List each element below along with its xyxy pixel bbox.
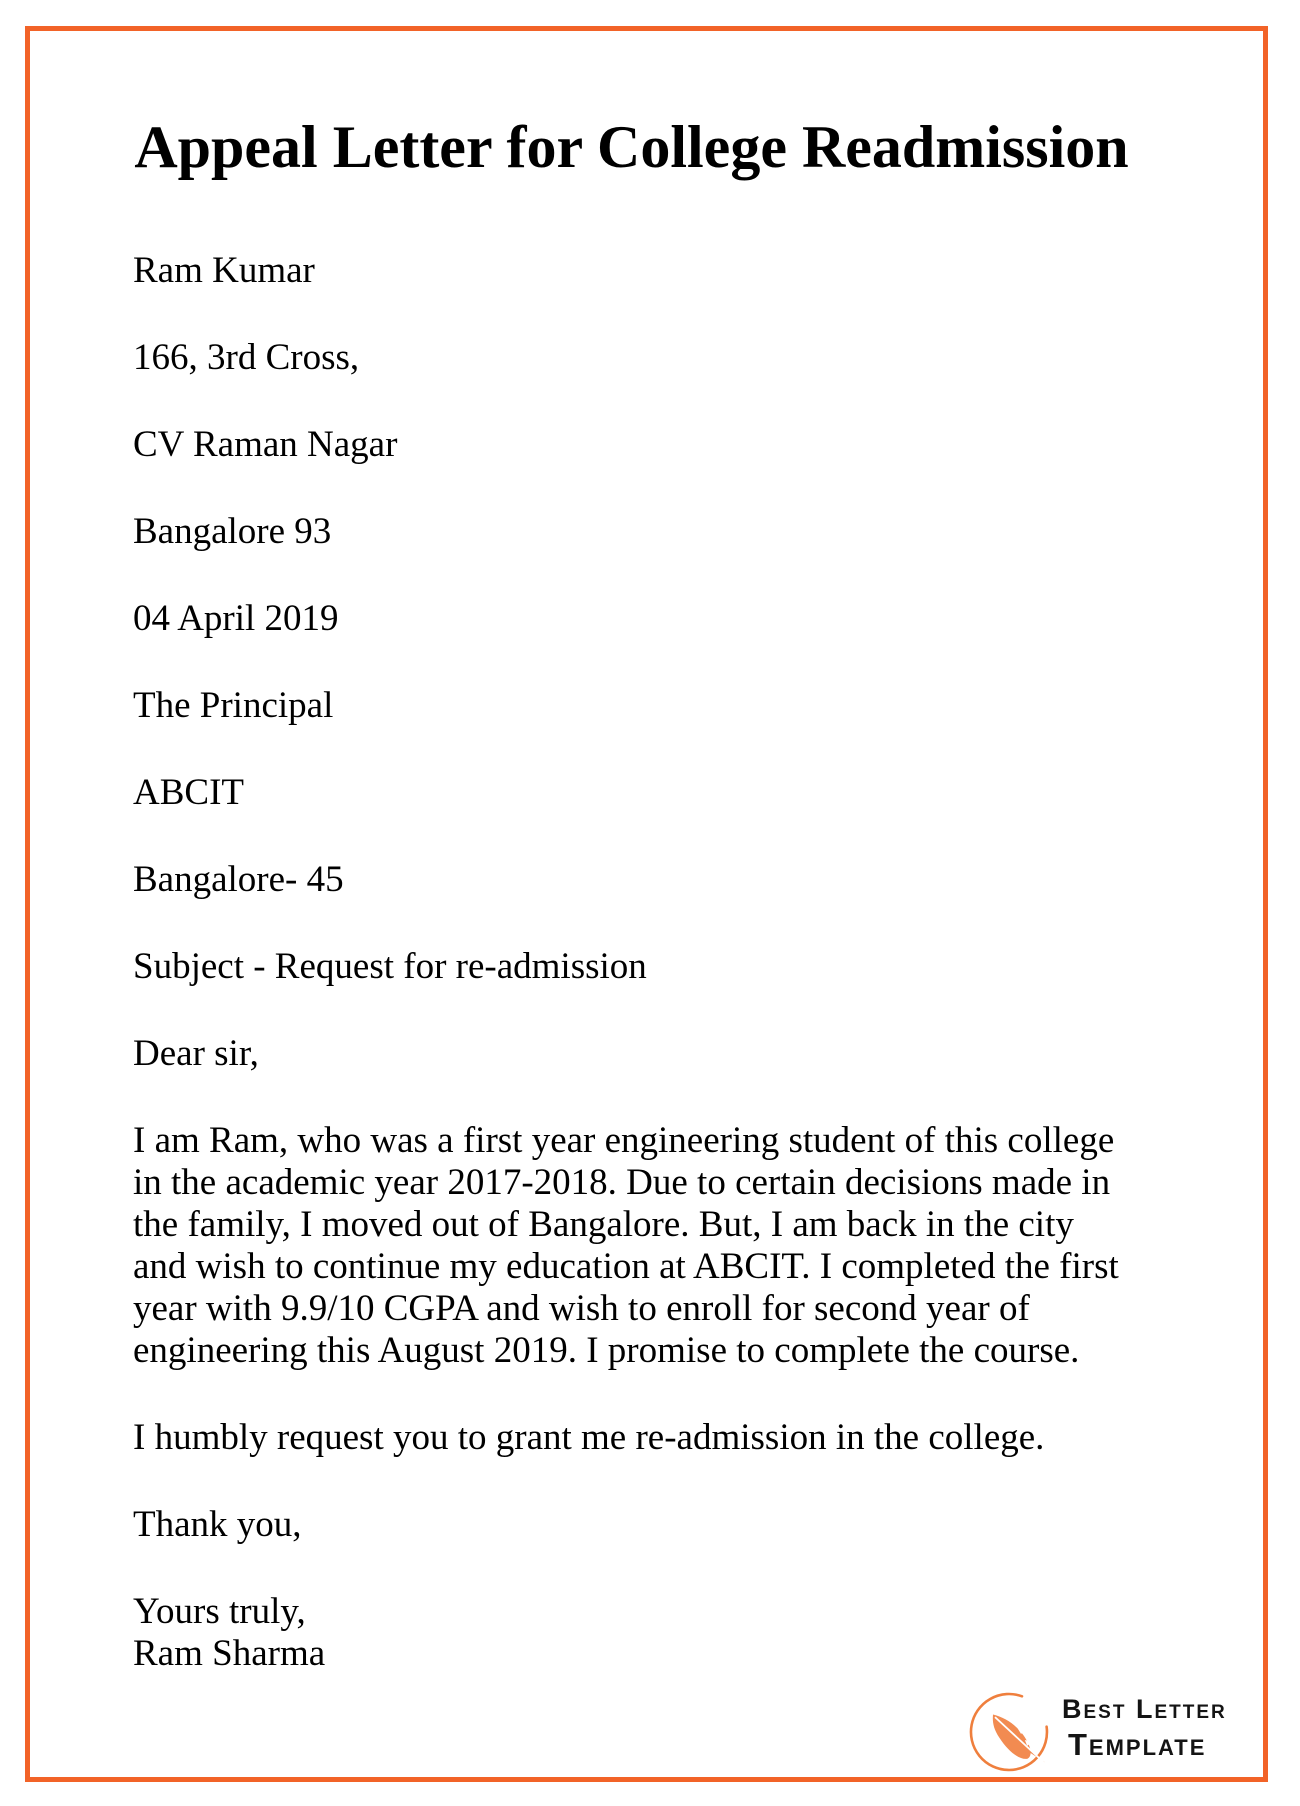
sender-address-line-1: 166, 3rd Cross, bbox=[133, 337, 360, 378]
signature-block bbox=[133, 1591, 1130, 1675]
signature-name: Ram Sharma bbox=[133, 1633, 326, 1674]
letter-date: 04 April 2019 bbox=[133, 598, 339, 639]
recipient-city: Bangalore- 45 bbox=[133, 859, 344, 900]
subject-line: Subject - Request for re-admission bbox=[133, 946, 647, 987]
sender-address-line-2: CV Raman Nagar bbox=[133, 424, 398, 465]
brand-logo bbox=[965, 1676, 1227, 1781]
body-paragraph-1: I am Ram, who was a first year engineering student of this college in the academic year 2017-2018. Due to certain decisions made in the family, I moved out of Bangalore. But, I am back in the city and wish to continue my education at ABCIT. I completed the first year with 9.9/10 CGPA and wish to enroll for second year of engineering this August 2019. I promise to complete the course. bbox=[133, 1120, 1119, 1371]
salutation: Dear sir, bbox=[133, 1033, 259, 1074]
sender-address-line-3: Bangalore 93 bbox=[133, 511, 332, 552]
page-border bbox=[25, 26, 1268, 1782]
sender-name: Ram Kumar bbox=[133, 250, 315, 291]
brand-name-line2: Template bbox=[1068, 1727, 1207, 1762]
thanks-line: Thank you, bbox=[133, 1504, 302, 1545]
feather-icon bbox=[965, 1676, 1050, 1781]
recipient-institution: ABCIT bbox=[133, 772, 244, 813]
letter-title: Appeal Letter for College Readmission bbox=[134, 114, 1129, 180]
recipient-role: The Principal bbox=[133, 685, 334, 726]
feather-shape bbox=[985, 1706, 1049, 1775]
letter-content bbox=[30, 31, 1263, 1675]
brand-name-line1: Best Letter bbox=[1062, 1694, 1227, 1724]
body-paragraph-2: I humbly request you to grant me re-admission in the college. bbox=[133, 1417, 1045, 1458]
brand-name bbox=[1062, 1694, 1227, 1763]
closing-line: Yours truly, bbox=[133, 1591, 306, 1632]
